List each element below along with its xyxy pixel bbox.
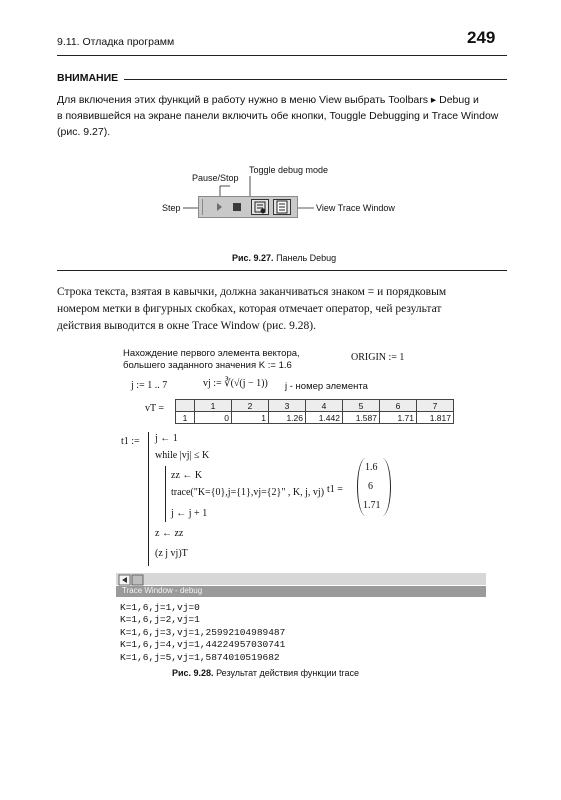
table-cell: 6 — [380, 400, 417, 412]
running-head: 9.11. Отладка программ — [57, 36, 175, 48]
table-cell: 1.587 — [343, 412, 380, 424]
body-line: действия выводится в окне Trace Window (рис. 9.28). — [57, 320, 316, 332]
trace-window-icon[interactable] — [273, 199, 291, 215]
table-cell: 0 — [195, 412, 232, 424]
caption-number: Рис. 9.28. — [172, 668, 214, 678]
label-toggle-debug: Toggle debug mode — [249, 165, 329, 175]
trace-window-title: Trace Window - debug — [122, 586, 203, 595]
program-bar-outer — [148, 432, 149, 566]
range-def: j := 1 .. 7 — [131, 380, 168, 391]
caption-number: Рис. 9.27. — [232, 253, 274, 263]
note-title: ВНИМАНИЕ — [57, 72, 124, 84]
table-cell: 1.71 — [380, 412, 417, 424]
body-line: Строка текста, взятая в кавычки, должна заканчиваться знаком = и порядковым — [57, 286, 447, 298]
trace-line: K=1,6,j=4,vj=1,44224957030741 — [120, 639, 286, 651]
result-value: 1.6 — [365, 462, 378, 473]
table-cell: 2 — [232, 400, 269, 412]
figure-caption-9-28 — [172, 668, 359, 678]
table-cell: 5 — [343, 400, 380, 412]
table-cell: 7 — [417, 400, 454, 412]
result-value: 6 — [368, 481, 373, 492]
caption-text: Результат действия функции trace — [213, 668, 360, 678]
callout-lines — [150, 160, 360, 230]
body-paragraph — [57, 284, 507, 335]
vt-header-row — [176, 400, 454, 412]
note-line: (рис. 9.27). — [57, 126, 111, 138]
origin-def: ORIGIN := 1 — [351, 352, 405, 363]
trace-line: K=1,6,j=3,vj=1,25992104989487 — [120, 626, 286, 638]
program-line: trace("K={0},j={1},vj={2}" , K, j, vj) — [171, 487, 325, 498]
v-def: vj := ∛(√(j − 1)) — [203, 378, 268, 389]
trace-line: K=1,6,j=1,vj=0 — [120, 602, 200, 613]
table-cell — [176, 400, 195, 412]
program-line: j ← j + 1 — [171, 508, 208, 519]
body-line: номером метки в фигурных скобках, которая отмечает оператор, чей результат — [57, 303, 442, 315]
note-line: Для включения этих функций в работу нужно в меню View выбрать Toolbars ▸ Debug и — [57, 94, 479, 106]
j-note: j - номер элемента — [285, 381, 368, 392]
program-line: zz ← K — [171, 470, 203, 481]
program-name: t1 := — [121, 436, 140, 447]
table-cell: 1.817 — [417, 412, 454, 424]
worksheet-title-1: Нахождение первого элемента вектора, — [123, 348, 300, 359]
program-line: z ← zz — [155, 528, 184, 539]
debug-toolbar — [198, 196, 298, 218]
table-cell: 1.26 — [269, 412, 306, 424]
toggle-debug-icon[interactable] — [251, 199, 269, 215]
table-cell: 1.442 — [306, 412, 343, 424]
note-rule — [57, 79, 507, 80]
page-number: 249 — [467, 28, 496, 47]
step-icon[interactable] — [211, 199, 227, 215]
caption-text: Панель Debug — [273, 253, 337, 263]
stop-icon[interactable] — [229, 199, 245, 215]
trace-nav-icons — [116, 574, 156, 586]
program-line: j ← 1 — [155, 433, 178, 444]
section-rule — [57, 270, 507, 271]
figure-caption-9-27 — [232, 253, 336, 263]
result-value: 1.71 — [363, 500, 381, 511]
header-rule — [57, 55, 507, 56]
vt-data-row — [176, 412, 454, 424]
toolbar-grip — [202, 199, 209, 215]
program-line: (z j vj)T — [155, 548, 188, 559]
trace-line: K=1,6,j=5,vj=1,5874010519682 — [120, 651, 280, 663]
table-cell: 4 — [306, 400, 343, 412]
table-cell: 1 — [176, 412, 195, 424]
worksheet-title-2: большего заданного значения K := 1.6 — [123, 360, 292, 371]
program-bar-inner — [165, 466, 166, 522]
program-line: while |vj| ≤ K — [155, 450, 210, 461]
table-cell: 1 — [232, 412, 269, 424]
label-step: Step — [162, 203, 181, 213]
label-pause-stop: Pause/Stop — [192, 173, 239, 183]
note-text — [57, 92, 507, 140]
note-line: в появившейся на экране панели включить обе кнопки, Touggle Debugging и Trace Window — [57, 110, 499, 122]
trace-line: K=1,6,j=2,vj=1 — [120, 614, 200, 626]
vt-label: vT = — [145, 403, 165, 414]
table-cell: 1 — [195, 400, 232, 412]
table-cell: 3 — [269, 400, 306, 412]
label-view-trace: View Trace Window — [316, 203, 395, 213]
vt-table — [175, 399, 454, 424]
result-label: t1 = — [327, 484, 343, 495]
trace-window-output — [120, 602, 285, 664]
trace-toolbar — [116, 573, 486, 585]
